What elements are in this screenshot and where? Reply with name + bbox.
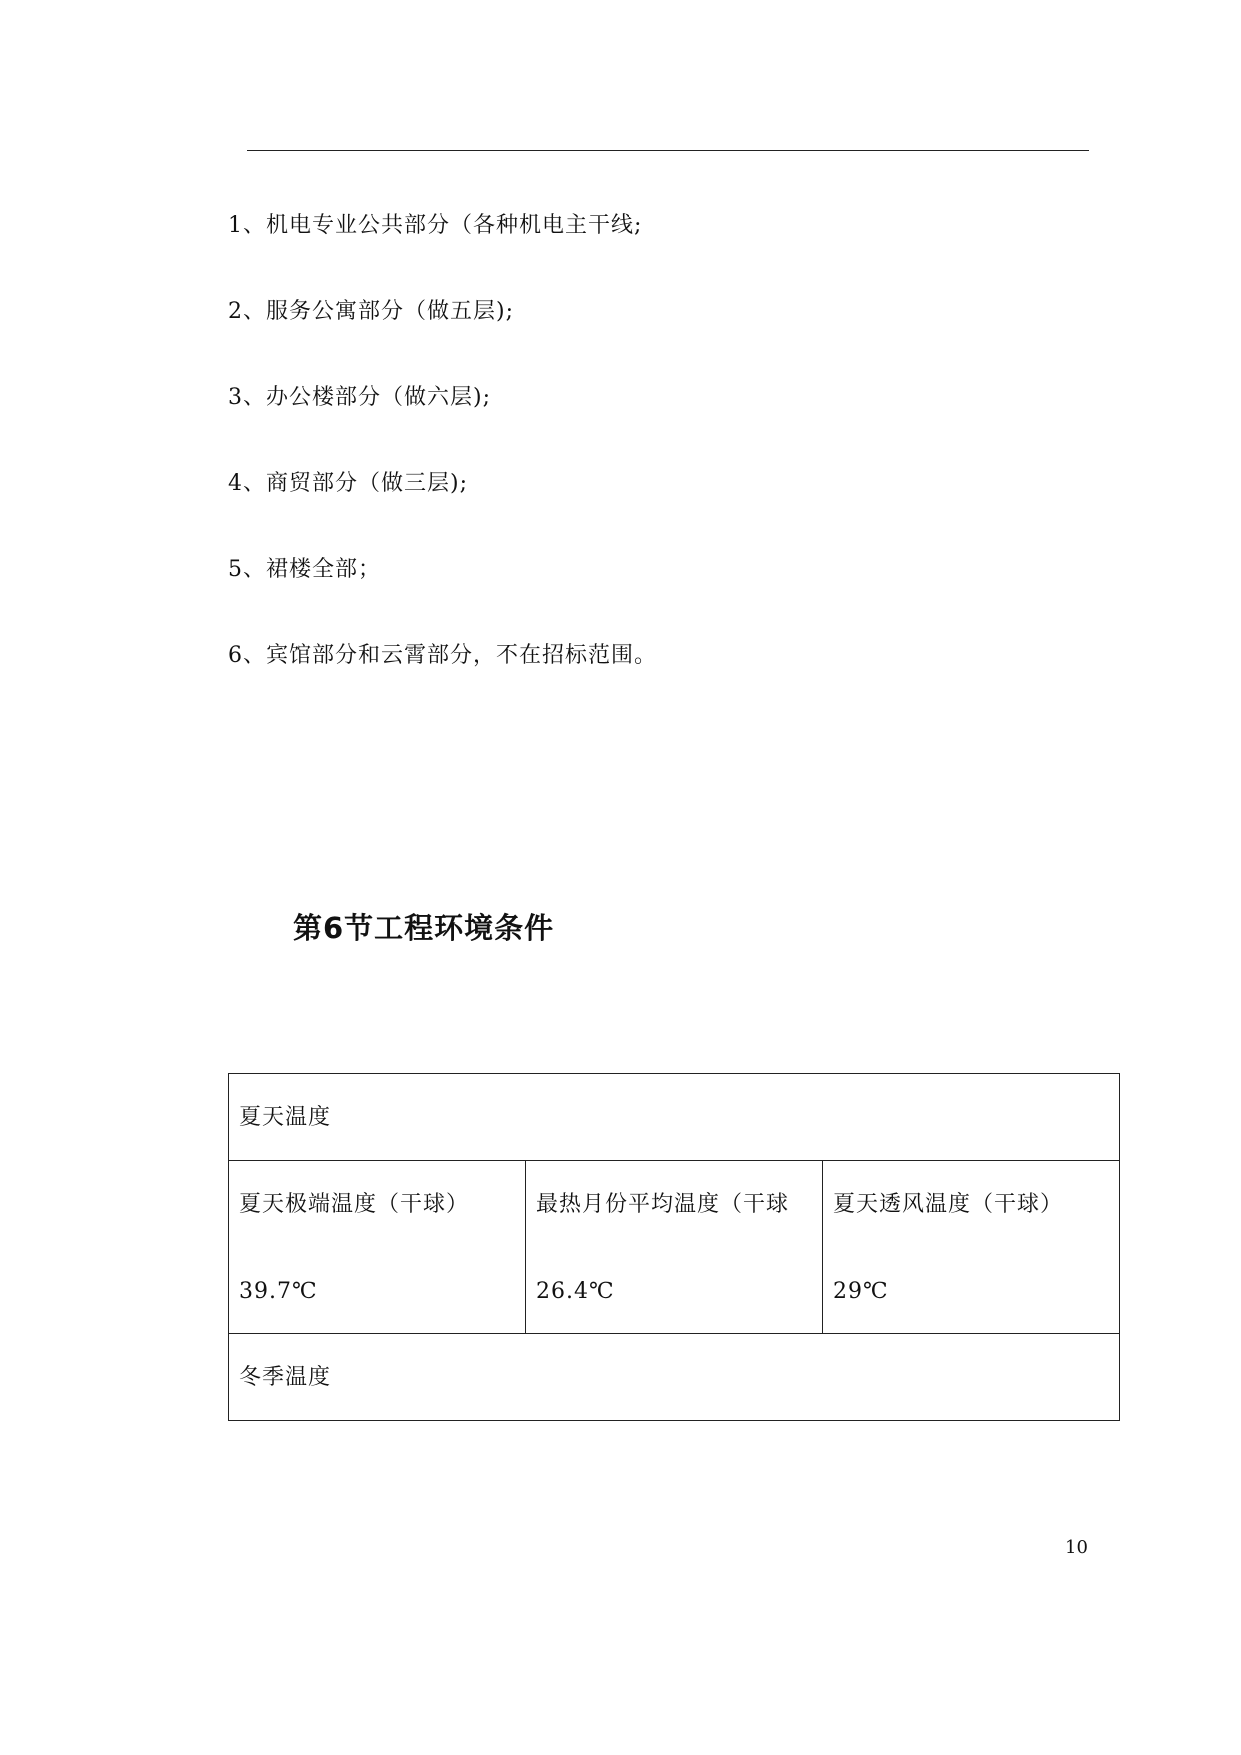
summer-header: 夏天温度 [239, 1105, 332, 1130]
hottest-month-label: 最热月份平均温度（干球 [536, 1192, 790, 1217]
ventilation-temp-value: 29℃ [833, 1279, 889, 1304]
header-rule [247, 150, 1089, 151]
list-item-2: 2、服务公寓部分（做五层); [228, 299, 514, 324]
list-item-6: 6、宾馆部分和云霄部分，不在招标范围。 [228, 643, 657, 668]
table-cell-hottest-month [526, 1161, 823, 1334]
section-title: 第6节工程环境条件 [293, 911, 555, 945]
summer-data-row [229, 1161, 1120, 1334]
table-cell-ventilation [823, 1161, 1120, 1334]
winter-header-cell [229, 1334, 1120, 1421]
table-cell-extreme [229, 1161, 526, 1334]
environment-table [228, 1073, 1120, 1421]
winter-header-row [229, 1334, 1120, 1421]
hottest-month-value: 26.4℃ [536, 1279, 615, 1304]
summer-header-row [229, 1074, 1120, 1161]
ventilation-temp-label: 夏天透风温度（干球） [833, 1192, 1064, 1217]
list-item-3: 3、办公楼部分（做六层); [228, 385, 491, 410]
summer-header-cell [229, 1074, 1120, 1161]
extreme-temp-value: 39.7℃ [239, 1279, 318, 1304]
winter-header: 冬季温度 [239, 1365, 332, 1390]
extreme-temp-label: 夏天极端温度（干球） [239, 1192, 470, 1217]
list-item-4: 4、商贸部分（做三层); [228, 471, 468, 496]
list-item-5: 5、裙楼全部； [228, 557, 381, 582]
list-item-1: 1、机电专业公共部分（各种机电主干线; [228, 213, 643, 238]
page-number: 10 [1065, 1537, 1088, 1558]
